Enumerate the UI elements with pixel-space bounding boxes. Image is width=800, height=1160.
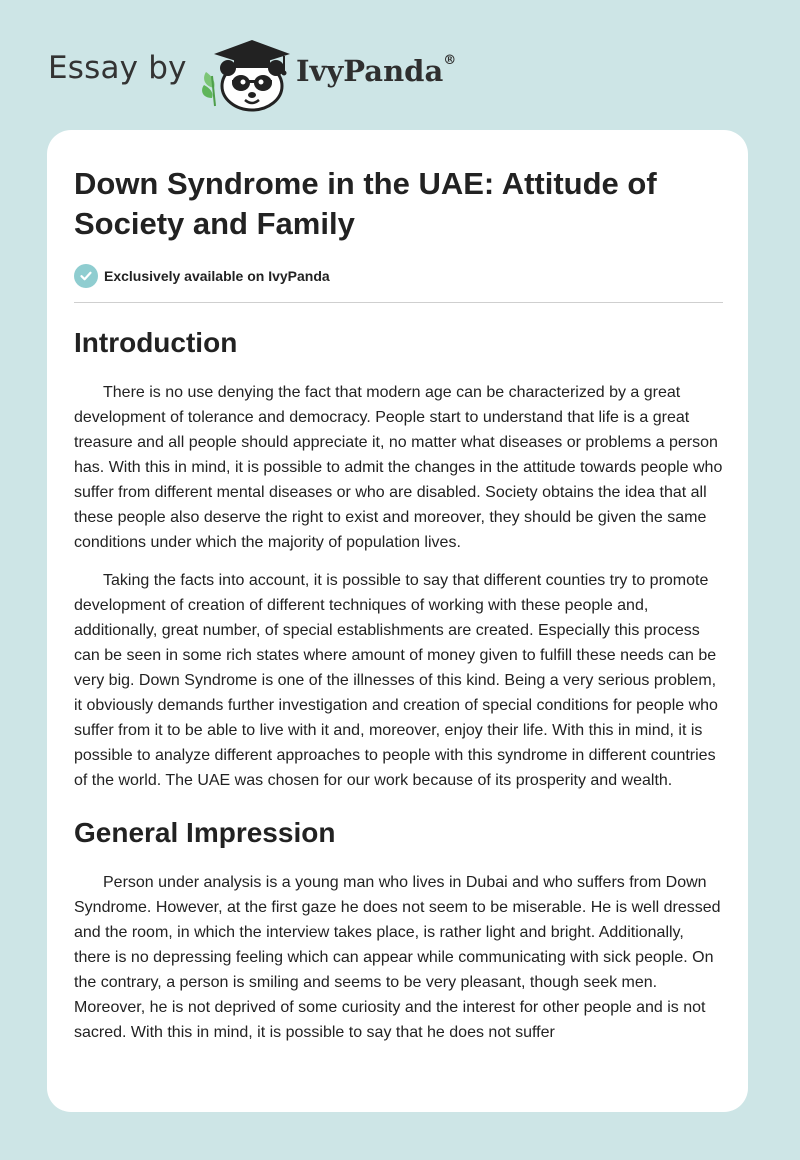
brand-text: IvyPanda — [296, 54, 444, 88]
article-card — [47, 130, 748, 1112]
brand-name[interactable] — [296, 54, 456, 88]
paragraph: Person under analysis is a young man who lives in Dubai and who suffers from Down Syndrome. However, at the first gaze he does not seem to be miserable. He is well dressed and the room, in which the interview takes place, is rather light and bright. Additionally, there is no depressing feeling which can appear while communicating with sick people. On the contrary, a person is smiling and seems to be very pleasant, though seek men. Moreover, he is not deprived of some curiosity and the interest for other people and is not sacred. With this in mind, it is possible to say that he does not suffer — [74, 874, 721, 1041]
section-heading-introduction: Introduction — [74, 327, 238, 358]
trademark-symbol: ® — [443, 53, 457, 69]
section-heading-general-impression: General Impression — [74, 817, 336, 848]
article-title: Down Syndrome in the UAE: Attitude of Society and Family — [74, 166, 657, 241]
title-divider — [74, 302, 723, 303]
exclusive-badge-label: Exclusively available on IvyPanda — [104, 268, 330, 284]
essay-by-label: Essay by — [48, 50, 187, 86]
panda-logo-icon[interactable] — [198, 36, 294, 112]
site-header — [0, 0, 800, 130]
article-body — [74, 325, 724, 1058]
paragraph: Taking the facts into account, it is possible to say that different counties try to promote development of creation of different techniques of working with these people and, additionally, great number, of special establishments are created. Especially this process can be seen in some rich states where amount of money given to fulfill these needs can be very big. Down Syndrome is one of the illnesses of this kind. Being a very serious problem, it obviously demands further investigation and creation of special conditions for people who suffer from it to be able to live with it and, moreover, enjoy their life. With this in mind, it is possible to analyze different approaches to people with this syndrome in different countries of the world. The UAE was chosen for our work because of its prosperity and wealth. — [74, 572, 718, 789]
check-circle-icon — [74, 264, 98, 288]
paragraph: There is no use denying the fact that modern age can be characterized by a great development of tolerance and democracy. People start to understand that life is a great treasure and all people should appreciate it, no matter what diseases or problems a person has. With this in mind, it is possible to admit the changes in the attitude towards people who suffer from different mental diseases or who are disabled. Society obtains the idea that all these people also deserve the right to exist and moreover, they should be given the same conditions under which the majority of population lives. — [74, 384, 723, 551]
exclusive-badge — [74, 264, 330, 288]
